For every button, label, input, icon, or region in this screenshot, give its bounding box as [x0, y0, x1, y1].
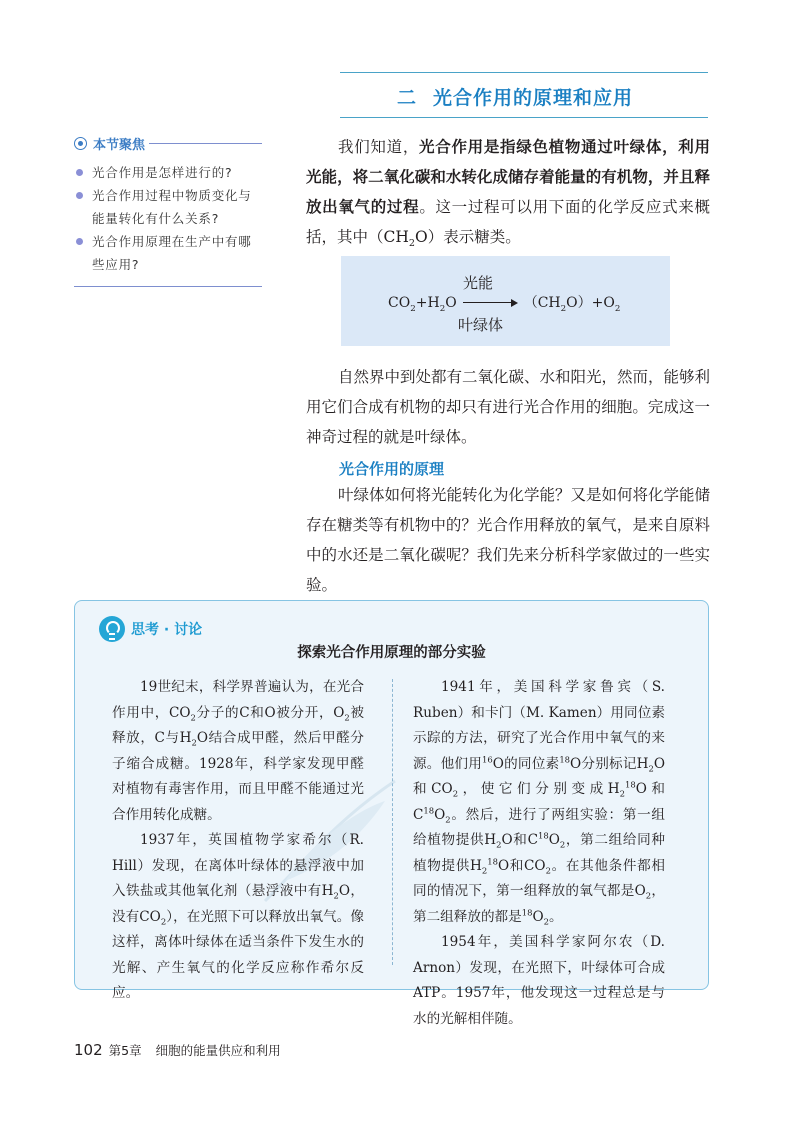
section-title [397, 83, 633, 110]
focus-heading-rule [149, 143, 262, 144]
paragraph-arnon: 1954年，美国科学家阿尔农（D. Arnon）发现，在光照下，叶绿体可合成ATP。1957年，他发现这一过程总是与水的光解相伴随。 [413, 934, 665, 1027]
target-icon [74, 137, 87, 150]
chapter-title: 细胞的能量供应和利用 [155, 1043, 281, 1058]
paragraph-19th-century: 19世纪末，科学界普遍认为，在光合作用中，$CO_2$分子的C和O被分开，$O_2$被释放，C与$H_2O$结合成甲醛，然后甲醛分子缩合成糖。1928年，科学家发现甲醛对植物有毒害作用，而且甲醛不能通过光合作用转化成糖。 [112, 679, 364, 823]
focus-item: 光合作用是怎样进行的? [74, 161, 262, 184]
discussion-box [74, 600, 709, 1027]
bullet-icon [76, 192, 83, 199]
column-divider [392, 679, 393, 965]
section-focus-box [74, 134, 262, 287]
section-title-text: 光合作用的原理和应用 [432, 87, 633, 109]
focus-divider [74, 286, 262, 287]
reaction-arrow-icon [463, 298, 518, 308]
focus-item: 光合作用原理在生产中有哪些应用? [74, 230, 262, 276]
discussion-left-column [112, 675, 364, 1007]
intro-paragraph: 我们知道，光合作用是指绿色植物通过叶绿体，利用光能，将二氧化碳和水转化成储存着能量的有机物，并且释放出氧气的过程。这一过程可以用下面的化学反应式来概括，其中$(CH_2O)$表示糖类。 [306, 138, 710, 250]
section-header [340, 72, 708, 118]
focus-list [74, 161, 262, 276]
bullet-icon [76, 238, 83, 245]
discussion-right-column [413, 675, 665, 1032]
paragraph-nature: 自然界中到处都有二氧化碳、水和阳光，然而，能够利用它们合成有机物的却只有进行光合作用的细胞。完成这一神奇过程的就是叶绿体。 [306, 368, 711, 446]
equation-condition-light: 光能 [463, 274, 494, 292]
focus-heading [74, 134, 262, 153]
bullet-icon [76, 169, 83, 176]
focus-item: 光合作用过程中物质变化与能量转化有什么关系? [74, 184, 262, 230]
subheading-principle: 光合作用的原理 [339, 460, 445, 478]
focus-heading-text: 本节聚焦 [93, 138, 146, 153]
paragraph-hill: 1937年，英国植物学家希尔（R. Hill）发现，在离体叶绿体的悬浮液中加入铁盐或其他氧化剂（悬浮液中有$H_2O$，没有$CO_2$），在光照下可以释放出氧气。像这样，离体叶绿体在适当条件下发生水的光解、产生氧气的化学反应称作希尔反应。 [112, 832, 364, 1001]
page-number: 102 [74, 1041, 103, 1059]
discussion-title: 探索光合作用原理的部分实验 [297, 645, 486, 661]
equation-line: $CO_2+H_2O$ $(CH_2O)+O_2$ [388, 295, 621, 314]
discussion-label: 思考 · 讨论 [131, 622, 203, 638]
page-footer [74, 1041, 281, 1059]
paragraph-ruben-kamen: 1941年，美国科学家鲁宾（S. Ruben）和卡门（M. Kamen）用同位素示踪的方法，研究了光合作用中氧气的来源。他们用$^{16}$O的同位素$^{18}$O分别标记$H_2O$和$CO_2$，使它们分别变成$H_2^{18}O$和$C^{18}O_2$。然后，进行了两组实验：第一组给植物提供$H_2O$和$C^{18}O_2$，第二组给同种植物提供$H_2^{18}O$和$CO_2$。在其他条件都相同的情况下，第一组释放的氧气都是$O_2$，第二组释放的都是$^{18}O_2$。 [413, 679, 666, 927]
paragraph-principle: 叶绿体如何将光能转化为化学能？又是如何将化学能储存在糖类等有机物中的？光合作用释放的氧气，是来自原料中的水还是二氧化碳呢？我们先来分析科学家做过的一些实验。 [306, 486, 711, 594]
section-number: 二 [396, 87, 417, 109]
chapter-number: 第5章 [108, 1043, 142, 1058]
definition-bold: 光合作用是指绿色植物通过叶绿体，利用光能，将二氧化碳和水转化成储存着能量的有机物，并且释放出氧气的过程 [306, 138, 710, 216]
lightbulb-icon [99, 616, 125, 642]
equation-condition-chloroplast: 叶绿体 [458, 316, 504, 334]
equation-box [341, 256, 670, 346]
